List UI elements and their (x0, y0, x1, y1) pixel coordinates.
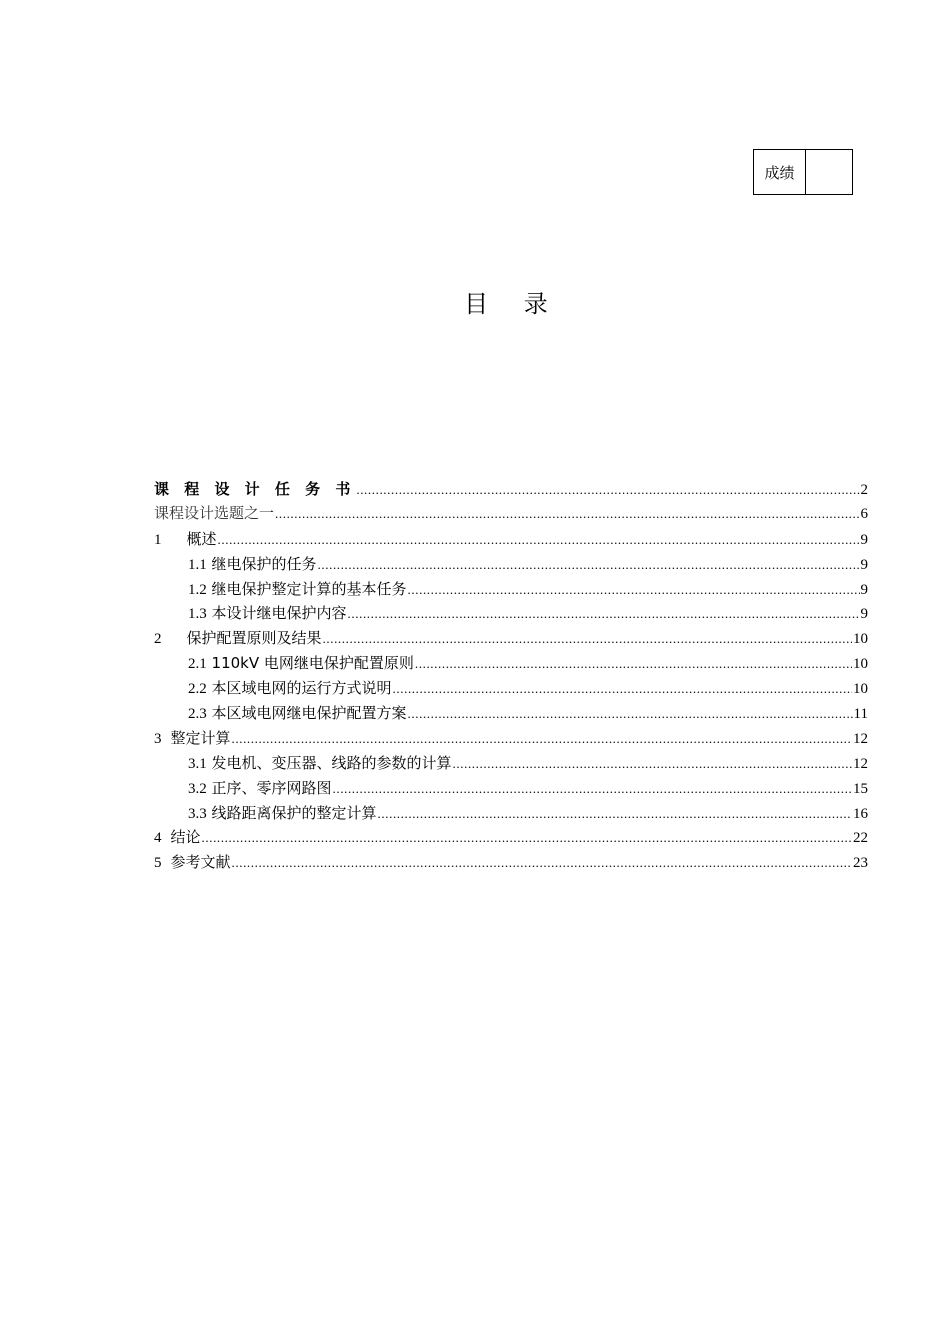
toc-page-number: 23 (853, 855, 868, 872)
toc-entry-label (188, 701, 407, 727)
toc-entry-4[interactable] (154, 825, 868, 850)
page-title: 目 录 (464, 290, 562, 318)
toc-entry-number: 1.2 (188, 581, 207, 598)
toc-entry-text: 继电保护整定计算的基本任务 (211, 579, 407, 598)
toc-entry-number: 1.1 (188, 556, 207, 573)
toc-entry-number: 3.3 (188, 805, 207, 822)
toc-entry-task-book[interactable] (154, 477, 868, 502)
toc-page-number: 10 (853, 631, 868, 648)
toc-page-number: 9 (860, 581, 868, 598)
toc-entry-label: 课程设计选题之一 (154, 505, 275, 522)
toc-entry-label (154, 825, 201, 851)
toc-entry-label (188, 776, 332, 802)
toc-entry-3[interactable] (154, 726, 868, 751)
toc-entry-3-1[interactable] (154, 751, 868, 776)
grade-box (753, 149, 853, 195)
toc-entry-number: 2 (154, 631, 162, 648)
toc-entry-1[interactable] (154, 527, 868, 552)
toc-dot-leader (415, 652, 852, 677)
toc-page-number: 15 (853, 780, 868, 797)
toc-page-number: 2 (860, 482, 868, 498)
toc-entry-text: 正序、零序网路图 (211, 778, 332, 797)
toc-entry-3-2[interactable] (154, 776, 868, 801)
toc-entry-number: 2.3 (188, 706, 207, 723)
toc-entry-2-1[interactable] (154, 651, 868, 676)
toc-entry-label (188, 801, 377, 827)
toc-entry-number: 2.2 (188, 681, 207, 698)
toc-entry-number: 4 (154, 830, 162, 847)
toc-dot-leader (232, 851, 852, 876)
toc-entry-label (188, 577, 407, 603)
toc-entry-1-2[interactable] (154, 577, 868, 602)
toc-entry-number: 3.2 (188, 780, 207, 797)
toc-entry-2[interactable] (154, 626, 868, 651)
toc-entry-label (154, 850, 231, 876)
toc-dot-leader (356, 478, 859, 503)
grade-label: 成绩 (754, 150, 806, 194)
toc-entry-text: 参考文献 (170, 853, 231, 872)
toc-entry-label (154, 626, 322, 652)
toc-entry-label (188, 651, 414, 677)
toc-entry-label (188, 552, 317, 578)
toc-entry-number: 1 (154, 531, 162, 548)
toc-dot-leader (333, 777, 852, 802)
toc-entry-number: 3.1 (188, 755, 207, 772)
toc-entry-label (188, 676, 392, 702)
toc-entry-text: 保护配置原则及结果 (186, 629, 322, 648)
toc-page-number: 10 (853, 681, 868, 698)
toc-entry-text: 本设计继电保护内容 (211, 604, 347, 623)
toc-page-number: 12 (853, 755, 868, 772)
toc-page-number: 9 (860, 531, 868, 548)
toc-page-number: 9 (860, 556, 868, 573)
toc-dot-leader (202, 826, 852, 851)
toc-entry-text: 概述 (186, 529, 217, 548)
toc-dot-leader (408, 702, 853, 727)
toc-dot-leader (393, 677, 852, 702)
toc-page-number: 11 (853, 706, 868, 723)
toc-dot-leader (453, 752, 852, 777)
grade-value (806, 150, 852, 194)
toc-entry-text: 本区域电网继电保护配置方案 (211, 704, 407, 723)
toc-page-number: 16 (853, 805, 868, 822)
toc-entry-text: 整定计算 (170, 728, 231, 747)
toc-entry-1-3[interactable] (154, 601, 868, 626)
toc-entry-1-1[interactable] (154, 552, 868, 577)
table-of-contents (154, 477, 868, 875)
toc-dot-leader (348, 602, 860, 627)
toc-entry-text: 110kV 电网继电保护配置原则 (211, 654, 414, 673)
toc-dot-leader (378, 802, 852, 827)
toc-entry-number: 3 (154, 730, 162, 747)
toc-entry-label (154, 527, 217, 553)
toc-dot-leader (323, 627, 852, 652)
toc-dot-leader (318, 553, 860, 578)
toc-entry-2-3[interactable] (154, 701, 868, 726)
toc-entry-2-2[interactable] (154, 676, 868, 701)
toc-entry-text: 线路距离保护的整定计算 (211, 803, 377, 822)
toc-dot-leader (232, 727, 852, 752)
toc-page-number: 9 (860, 606, 868, 623)
toc-entry-number: 5 (154, 855, 162, 872)
toc-entry-3-3[interactable] (154, 801, 868, 826)
toc-entry-topic[interactable] (154, 502, 868, 527)
toc-entry-5[interactable] (154, 850, 868, 875)
toc-entry-text: 继电保护的任务 (211, 554, 317, 573)
toc-entry-number: 2.1 (188, 656, 207, 673)
toc-entry-text: 结论 (170, 828, 201, 847)
toc-entry-label (154, 726, 231, 752)
toc-page-number: 22 (853, 830, 868, 847)
toc-entry-label (188, 751, 452, 777)
toc-page-number: 6 (860, 505, 868, 522)
toc-entry-label (188, 601, 347, 627)
toc-dot-leader (275, 502, 859, 527)
toc-entry-text: 本区域电网的运行方式说明 (211, 679, 392, 698)
toc-page-number: 12 (853, 730, 868, 747)
toc-entry-number: 1.3 (188, 606, 207, 623)
toc-entry-label: 课 程 设 计 任 务 书 (154, 480, 356, 498)
toc-page-number: 10 (853, 656, 868, 673)
toc-entry-text: 发电机、变压器、线路的参数的计算 (211, 753, 452, 772)
toc-dot-leader (218, 528, 860, 553)
toc-dot-leader (408, 578, 860, 603)
